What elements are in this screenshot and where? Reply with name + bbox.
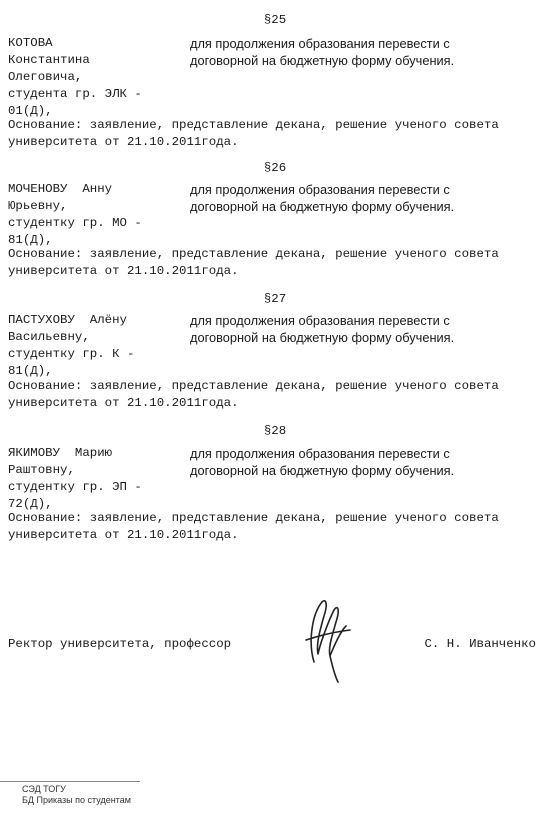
order-basis bbox=[8, 117, 548, 151]
signatory-name: С. Н. Иванченко bbox=[424, 637, 536, 651]
footer bbox=[22, 784, 131, 806]
student-patronymic: Раштовну, bbox=[8, 463, 75, 477]
student-group-code: 81(Д), bbox=[8, 233, 53, 247]
basis-line: Основание: заявление, представление декана, решение ученого совета bbox=[8, 379, 499, 393]
student-patronymic: Юрьевну, bbox=[8, 199, 68, 213]
order-basis bbox=[8, 510, 548, 544]
signatory-position: Ректор университета, профессор bbox=[8, 637, 232, 651]
footer-database: БД Приказы по студентам bbox=[22, 795, 131, 805]
student-block bbox=[8, 445, 188, 513]
order-action bbox=[190, 312, 540, 346]
basis-line: университета от 21.10.2011года. bbox=[8, 264, 239, 278]
footer-system: СЭД ТОГУ bbox=[22, 784, 66, 794]
student-patronymic: Васильевну, bbox=[8, 330, 90, 344]
paragraph-number: §25 bbox=[263, 13, 287, 27]
basis-line: университета от 21.10.2011года. bbox=[8, 396, 239, 410]
student-surname: КОТОВА bbox=[8, 36, 53, 50]
student-block bbox=[8, 181, 188, 249]
student-surname: МОЧЕНОВУ Анну bbox=[8, 182, 113, 196]
footer-divider bbox=[0, 781, 140, 782]
student-group: студента гр. ЭЛК - bbox=[8, 87, 142, 101]
student-group-code: 72(Д), bbox=[8, 497, 53, 511]
action-line: для продолжения образования перевести с bbox=[190, 313, 450, 328]
basis-line: университета от 21.10.2011года. bbox=[8, 135, 239, 149]
action-line: для продолжения образования перевести с bbox=[190, 182, 450, 197]
paragraph-number: §28 bbox=[263, 424, 287, 438]
basis-line: Основание: заявление, представление декана, решение ученого совета bbox=[8, 247, 499, 261]
action-line: договорной на бюджетную форму обучения. bbox=[190, 330, 455, 345]
student-block bbox=[8, 312, 188, 380]
order-basis bbox=[8, 246, 548, 280]
action-line: договорной на бюджетную форму обучения. bbox=[190, 199, 455, 214]
student-group-code: 81(Д), bbox=[8, 364, 53, 378]
action-line: договорной на бюджетную форму обучения. bbox=[190, 463, 455, 478]
action-line: договорной на бюджетную форму обучения. bbox=[190, 53, 455, 68]
student-group: студентку гр. К - bbox=[8, 347, 135, 361]
action-line: для продолжения образования перевести с bbox=[190, 446, 450, 461]
order-basis bbox=[8, 378, 548, 412]
paragraph-number: §27 bbox=[263, 292, 287, 306]
student-surname: ЯКИМОВУ Марию bbox=[8, 446, 113, 460]
order-action bbox=[190, 35, 540, 69]
student-name: Константина bbox=[8, 53, 90, 67]
basis-line: Основание: заявление, представление декана, решение ученого совета bbox=[8, 118, 499, 132]
student-block bbox=[8, 35, 188, 120]
student-group: студентку гр. ЭП - bbox=[8, 480, 142, 494]
basis-line: Основание: заявление, представление декана, решение ученого совета bbox=[8, 511, 499, 525]
basis-line: университета от 21.10.2011года. bbox=[8, 528, 239, 542]
paragraph-number: §26 bbox=[263, 161, 287, 175]
student-group: студентку гр. МО - bbox=[8, 216, 142, 230]
order-action bbox=[190, 181, 540, 215]
order-action bbox=[190, 445, 540, 479]
student-surname: ПАСТУХОВУ Алёну bbox=[8, 313, 127, 327]
action-line: для продолжения образования перевести с bbox=[190, 36, 450, 51]
handwritten-signature bbox=[300, 592, 356, 684]
student-patronymic: Олеговича, bbox=[8, 70, 83, 84]
student-group-code: 01(Д), bbox=[8, 104, 53, 118]
